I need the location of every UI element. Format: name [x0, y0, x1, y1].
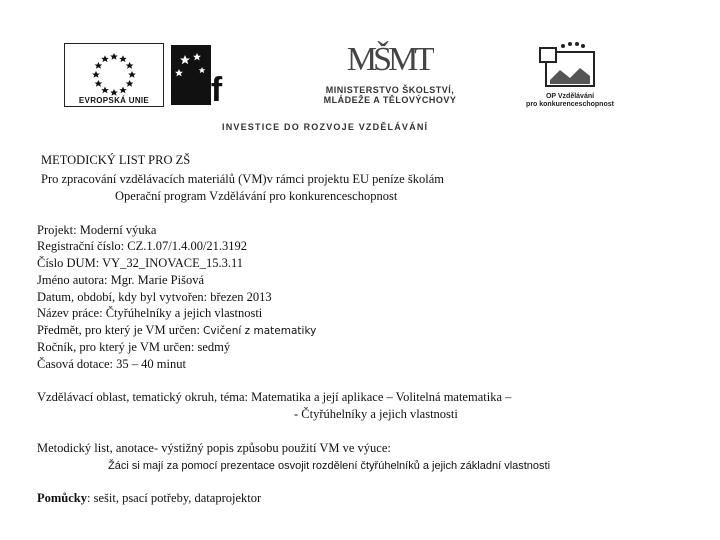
aids-value: : sešit, psací potřeby, dataprojektor	[87, 491, 262, 505]
grade-line: Ročník, pro který je VM určen: sedmý	[37, 340, 231, 354]
author-name: Jméno autora: Mgr. Marie Pišová	[37, 273, 204, 287]
subject-line	[37, 322, 316, 339]
svg-text:MŠMT: MŠMT	[346, 41, 432, 78]
time-allocation	[37, 356, 186, 372]
educational-area: Vzdělávací oblast, tematický okruh, téma: Matematika a její aplikace – Volitelná matematika –	[37, 390, 512, 404]
time-value: : 35 – 40 minut	[109, 357, 186, 371]
op-name-line2: pro konkurenceschopnost	[526, 101, 614, 108]
esf-text: esf	[173, 71, 223, 105]
methodical-heading: Metodický list, anotace- výstižný popis způsobu použití VM ve výuce:	[37, 441, 391, 455]
subject-value: Cvičení z matematiky	[203, 325, 317, 337]
operational-program: Operační program Vzdělávání pro konkurenceschopnost	[115, 189, 398, 203]
dum-number: Číslo DUM: VY_32_INOVACE_15.3.11	[37, 256, 244, 270]
time-label: Časová dotace	[37, 357, 110, 371]
creation-date: Datum, období, kdy byl vytvořen: březen 2013	[37, 290, 272, 304]
project-line: Projekt: Moderní výuka	[37, 223, 157, 237]
aids-line	[37, 490, 261, 506]
aids-label: Pomůcky	[37, 491, 87, 505]
work-title: Název práce: Čtyřúhelníky a jejich vlastnosti	[37, 306, 263, 320]
methodical-text: Žáci si mají za pomocí prezentace osvojit rozdělení čtyřúhelníků a jejich základní vlastnosti	[108, 460, 551, 472]
tagline: INVESTICE DO ROZVOJE VZDĚLÁVÁNÍ	[222, 122, 429, 132]
educational-topic: - Čtyřúhelníky a jejich vlastnosti	[294, 407, 458, 421]
subject-label: Předmět, pro který je VM určen:	[37, 323, 200, 337]
eu-caption: EVROPSKÁ UNIE	[78, 96, 150, 105]
ministry-name-line1: MINISTERSTVO ŠKOLSTVÍ,	[325, 85, 455, 95]
op-name-line1: OP Vzdělávání	[545, 93, 595, 100]
registration-number: Registrační číslo: CZ.1.07/1.4.00/21.3192	[37, 239, 248, 253]
document-title: METODICKÝ LIST PRO ZŠ	[41, 153, 191, 167]
ministry-name-line2: MLÁDEŽE A TĚLOVÝCHOVY	[323, 95, 457, 105]
document-subtitle: Pro zpracování vzdělávacích materiálů (VM)v rámci projektu EU peníze školám	[41, 172, 444, 186]
